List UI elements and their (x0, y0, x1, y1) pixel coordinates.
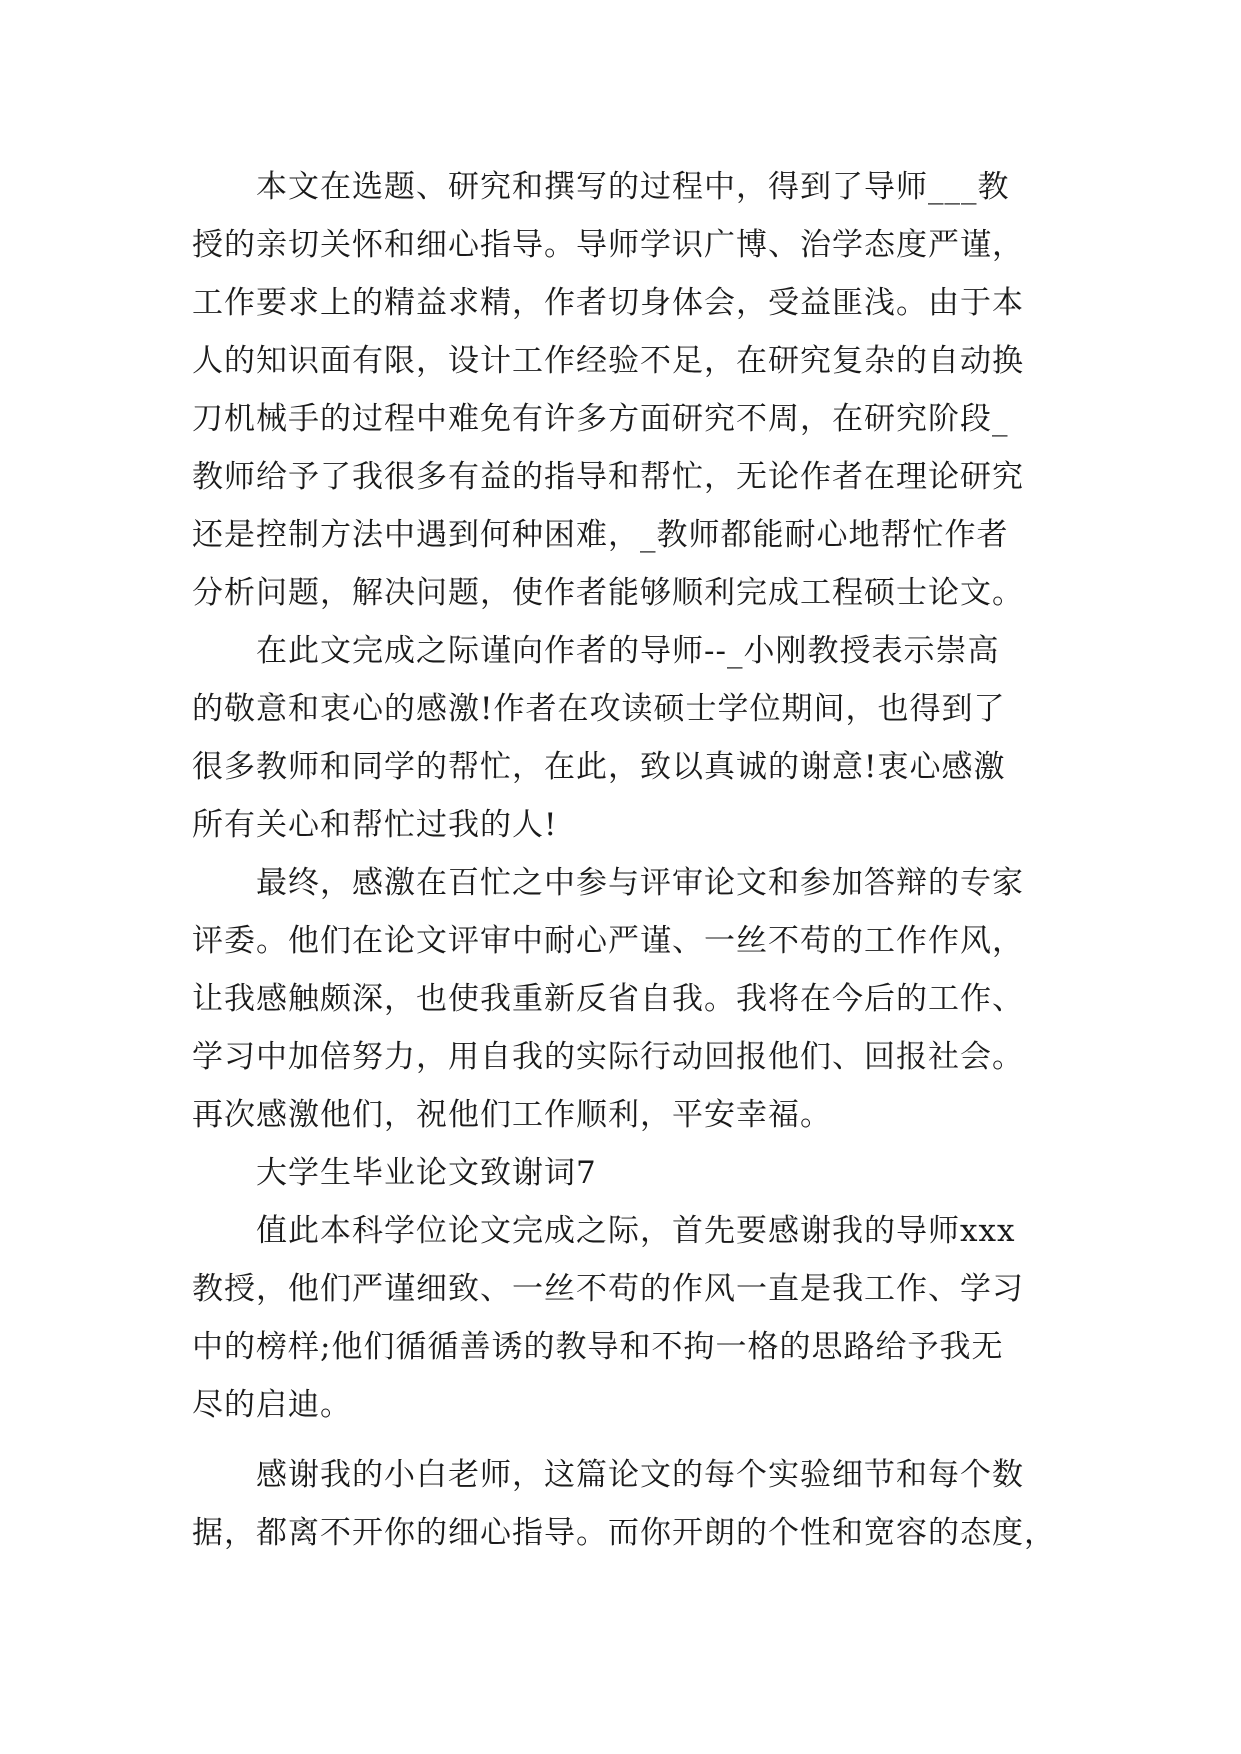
text-line: 所有关心和帮忙过我的人! (192, 807, 558, 843)
text-line: 分析问题，解决问题，使作者能够顺利完成工程硕士论文。 (192, 575, 1024, 611)
document-body (192, 158, 1072, 1562)
text-line: 感谢我的小白老师，这篇论文的每个实验细节和每个数 (256, 1457, 1024, 1493)
text-line: 授的亲切关怀和细心指导。导师学识广博、治学态度严谨， (192, 227, 1024, 263)
text-line: 学习中加倍努力，用自我的实际行动回报他们、回报社会。 (192, 1039, 1024, 1075)
paragraph-teacher (192, 1446, 1072, 1562)
paragraph-advisor-thanks (192, 158, 1072, 622)
text-line: 本文在选题、研究和撰写的过程中，得到了导师___教 (256, 169, 1010, 205)
text-line: 值此本科学位论文完成之际，首先要感谢我的导师xxx (256, 1213, 1016, 1249)
paragraph-reviewers (192, 854, 1072, 1144)
section-heading (192, 1144, 1072, 1202)
text-line: 在此文完成之际谨向作者的导师--_小刚教授表示崇高 (256, 633, 1000, 669)
text-line: 让我感触颇深，也使我重新反省自我。我将在今后的工作、 (192, 981, 1024, 1017)
section-title: 大学生毕业论文致谢词7 (256, 1155, 597, 1191)
paragraph-gratitude (192, 622, 1072, 854)
paragraph-supervisor (192, 1202, 1072, 1434)
text-line: 据，都离不开你的细心指导。而你开朗的个性和宽容的态度， (192, 1515, 1056, 1551)
text-line: 人的知识面有限，设计工作经验不足，在研究复杂的自动换 (192, 343, 1024, 379)
paragraph-gap (192, 1434, 1072, 1446)
text-line: 最终，感激在百忙之中参与评审论文和参加答辩的专家 (256, 865, 1024, 901)
text-line: 尽的启迪。 (192, 1387, 352, 1423)
text-line: 很多教师和同学的帮忙，在此，致以真诚的谢意!衷心感激 (192, 749, 1006, 785)
text-line: 的敬意和衷心的感激!作者在攻读硕士学位期间，也得到了 (192, 691, 1006, 727)
text-line: 刀机械手的过程中难免有许多方面研究不周，在研究阶段_ (192, 401, 1009, 437)
text-line: 评委。他们在论文评审中耐心严谨、一丝不苟的工作作风， (192, 923, 1024, 959)
text-line: 中的榜样;他们循循善诱的教导和不拘一格的思路给予我无 (192, 1329, 1004, 1365)
text-line: 教师给予了我很多有益的指导和帮忙，无论作者在理论研究 (192, 459, 1024, 495)
text-line: 再次感激他们，祝他们工作顺利，平安幸福。 (192, 1097, 832, 1133)
text-line: 工作要求上的精益求精，作者切身体会，受益匪浅。由于本 (192, 285, 1024, 321)
text-line: 教授，他们严谨细致、一丝不苟的作风一直是我工作、学习 (192, 1271, 1024, 1307)
text-line: 还是控制方法中遇到何种困难，_教师都能耐心地帮忙作者 (192, 517, 1009, 553)
